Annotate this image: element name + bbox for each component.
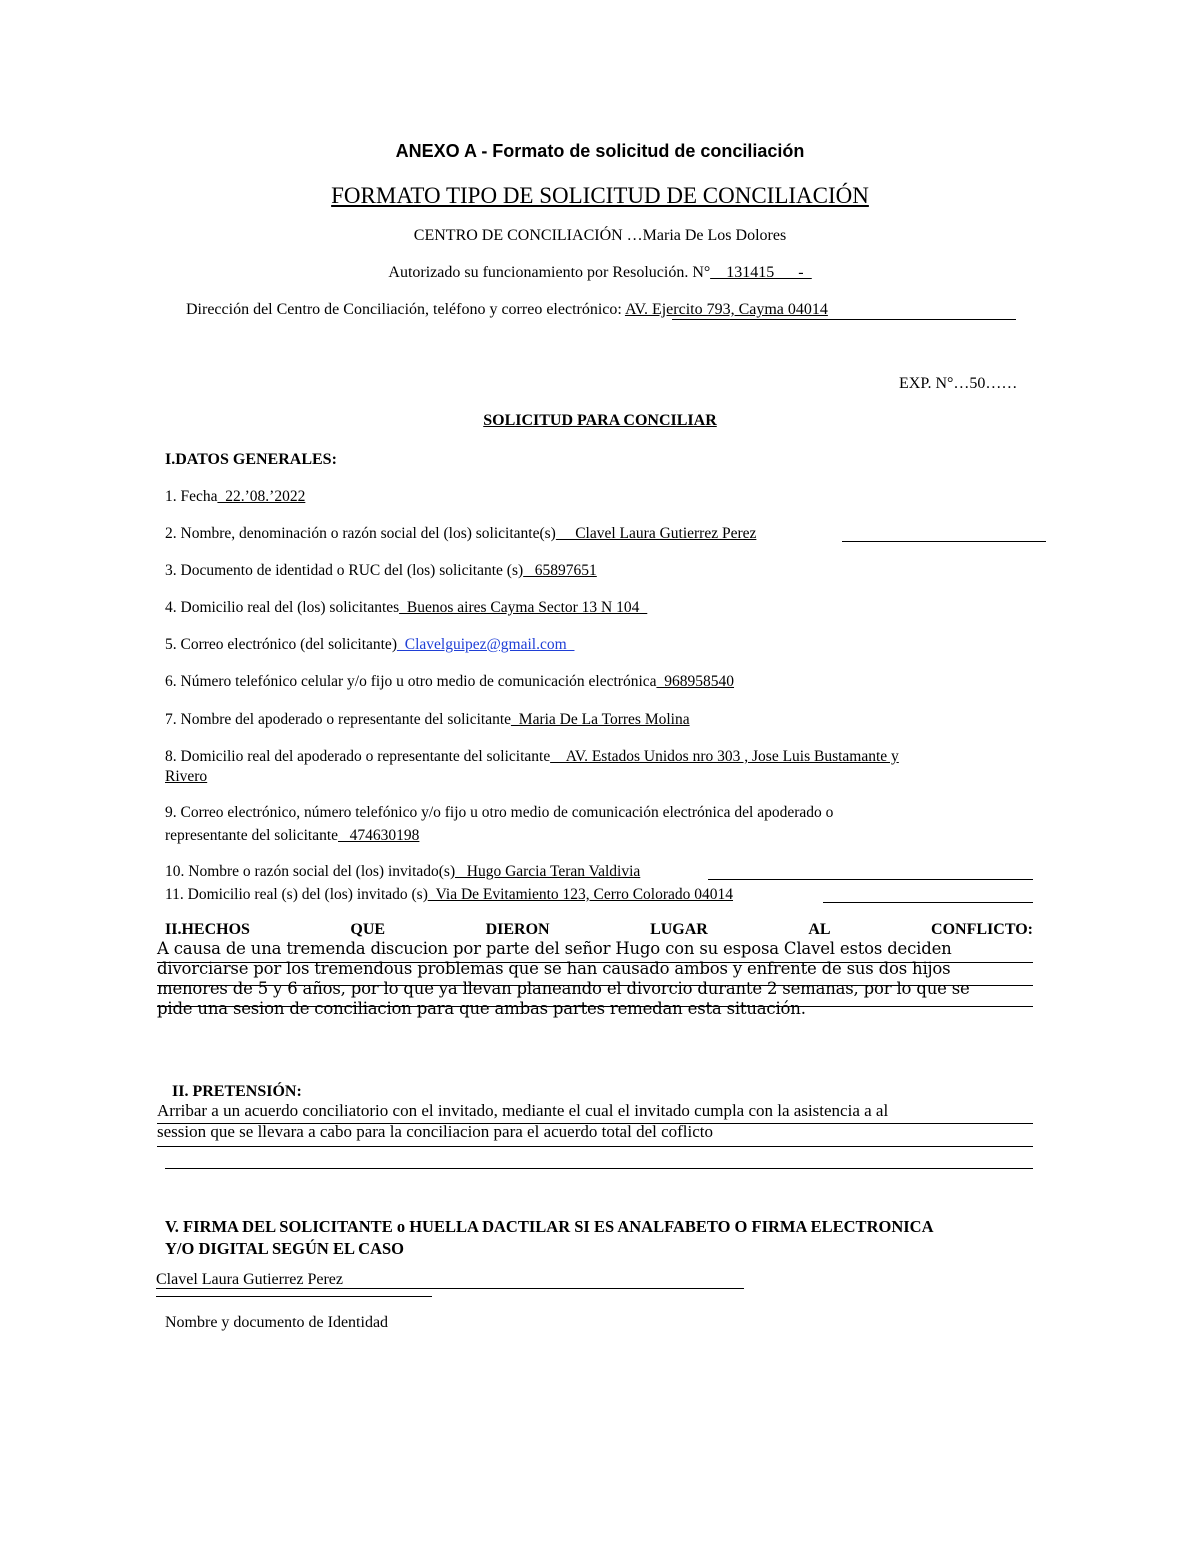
annex-heading: ANEXO A - Formato de solicitud de conciliación (395, 141, 805, 161)
heading-word: AL (808, 921, 831, 938)
hechos-text-line: menores de 5 y 6 años, por lo que ya llevan planeando el divorcio durante 2 semanas, por lo que se (157, 979, 970, 998)
field-label: 6. Número telefónico celular y/o fijo u otro medio de comunicación electrónica (165, 673, 657, 690)
field-telefono (165, 673, 734, 691)
field-apoderado-contacto (165, 804, 833, 822)
field-label: 9. Correo electrónico, número telefónico y/o fijo u otro medio de comunicación electrónica del apoderado o (165, 804, 834, 821)
address-value: AV. Ejercito 793, Cayma 04014 (624, 301, 828, 318)
fill-line (708, 879, 1033, 880)
field-apoderado-contacto-cont (165, 827, 419, 845)
heading-word: II.HECHOS (165, 921, 250, 938)
solicitud-title: SOLICITUD PARA CONCILIAR (483, 412, 717, 429)
signature-underline (156, 1288, 744, 1289)
field-fecha (165, 488, 305, 506)
field-value: _968958540 (656, 673, 735, 690)
field-label: 8. Domicilio real del apoderado o representante del solicitante (165, 748, 551, 765)
rule-line (165, 1168, 1033, 1169)
heading-word: CONFLICTO: (931, 921, 1033, 938)
field-label: 5. Correo electrónico (del solicitante) (165, 636, 397, 653)
authorization-line (0, 264, 1200, 282)
hechos-text-line: A causa de una tremenda discucion por parte del señor Hugo con su esposa Clavel estos deciden (157, 939, 952, 958)
field-value: _474630198 (338, 827, 420, 844)
field-apoderado-domicilio (165, 748, 899, 766)
field-value: Rivero (165, 768, 208, 785)
field-correo-solicitante (165, 636, 574, 654)
hechos-text-line: divorciarse por los tremendous problemas que se han causado ambos y enfrente de sus dos hijos (157, 959, 951, 978)
field-invitado-domicilio (165, 886, 733, 904)
center-label: CENTRO DE CONCILIACIÓN … (413, 227, 643, 244)
field-invitado-nombre (165, 863, 640, 881)
fill-line (823, 902, 1033, 903)
field-label: 11. Domicilio real (s) del (los) invitado (s) (165, 886, 428, 903)
section-pretension-heading: II. PRETENSIÓN: (172, 1083, 302, 1100)
field-value: _ Hugo Garcia Teran Valdivia (455, 863, 641, 880)
signer-name: Clavel Laura Gutierrez Perez (156, 1271, 344, 1288)
field-label: 10. Nombre o razón social del (los) invitado(s) (165, 863, 456, 880)
auth-number: __131415___-_ (710, 264, 812, 281)
section-hechos-heading (165, 921, 1033, 939)
field-value: _Buenos aires Cayma Sector 13 N 104_ (399, 599, 648, 616)
signature-line (156, 1296, 432, 1297)
field-value: _22.’08.’2022 (217, 488, 306, 505)
center-name: Maria De Los Dolores (642, 227, 787, 244)
signature-caption: Nombre y documento de Identidad (165, 1314, 389, 1331)
field-label: 4. Domicilio real del (los) solicitantes (165, 599, 400, 616)
hechos-text-line: pide una sesion de conciliacion para que ambas partes remedan esta situación. (157, 999, 806, 1018)
heading-word: QUE (350, 921, 386, 938)
field-label: 7. Nombre del apoderado o representante del solicitante (165, 711, 512, 728)
expedient-number: EXP. N°…50…… (899, 375, 1018, 392)
rule-line (157, 1146, 1033, 1147)
auth-label: Autorizado su funcionamiento por Resolución. N° (388, 264, 711, 281)
field-apoderado-nombre (165, 711, 690, 729)
field-domicilio-solicitante (165, 599, 647, 617)
field-label: 2. Nombre, denominación o razón social del (los) solicitante(s) (165, 525, 556, 542)
section-firma-heading-cont: Y/O DIGITAL SEGÚN EL CASO (165, 1239, 405, 1258)
field-documento (165, 562, 597, 580)
section-firma-heading: V. FIRMA DEL SOLICITANTE o HUELLA DACTILAR SI ES ANALFABETO O FIRMA ELECTRONICA (165, 1217, 934, 1236)
field-label: representante del solicitante (165, 827, 339, 844)
address-label: Dirección del Centro de Conciliación, teléfono y correo electrónico: (186, 301, 622, 318)
email-link[interactable]: _Clavelguipez@gmail.com_ (396, 636, 575, 653)
field-apoderado-domicilio-cont (165, 768, 207, 786)
center-address-line (186, 301, 828, 319)
field-value: _65897651 (523, 562, 597, 579)
heading-word: DIERON (485, 921, 550, 938)
field-solicitante-nombre (165, 525, 756, 543)
field-value: __Clavel Laura Gutierrez Perez (555, 525, 757, 542)
field-value: _Via De Evitamiento 123, Cerro Colorado 04014 (427, 886, 734, 903)
field-value: _Maria De La Torres Molina (511, 711, 690, 728)
heading-word: LUGAR (650, 921, 708, 938)
field-label: 3. Documento de identidad o RUC del (los) solicitante (s) (165, 562, 524, 579)
section-datos-generales: I.DATOS GENERALES: (165, 451, 337, 468)
pretension-text-line: Arribar a un acuerdo conciliatorio con el invitado, mediante el cual el invitado cumpla con la asistencia a al (157, 1101, 889, 1120)
field-value: __AV. Estados Unidos nro 303 , Jose Luis Bustamante y (550, 748, 899, 765)
fill-line (842, 541, 1046, 542)
field-label: 1. Fecha (165, 488, 218, 505)
center-line (0, 227, 1200, 245)
address-underline (672, 319, 1016, 320)
document-title: FORMATO TIPO DE SOLICITUD DE CONCILIACIÓN (331, 183, 869, 208)
pretension-text-line: session que se llevara a cabo para la conciliacion para el acuerdo total del coflicto (157, 1122, 714, 1141)
